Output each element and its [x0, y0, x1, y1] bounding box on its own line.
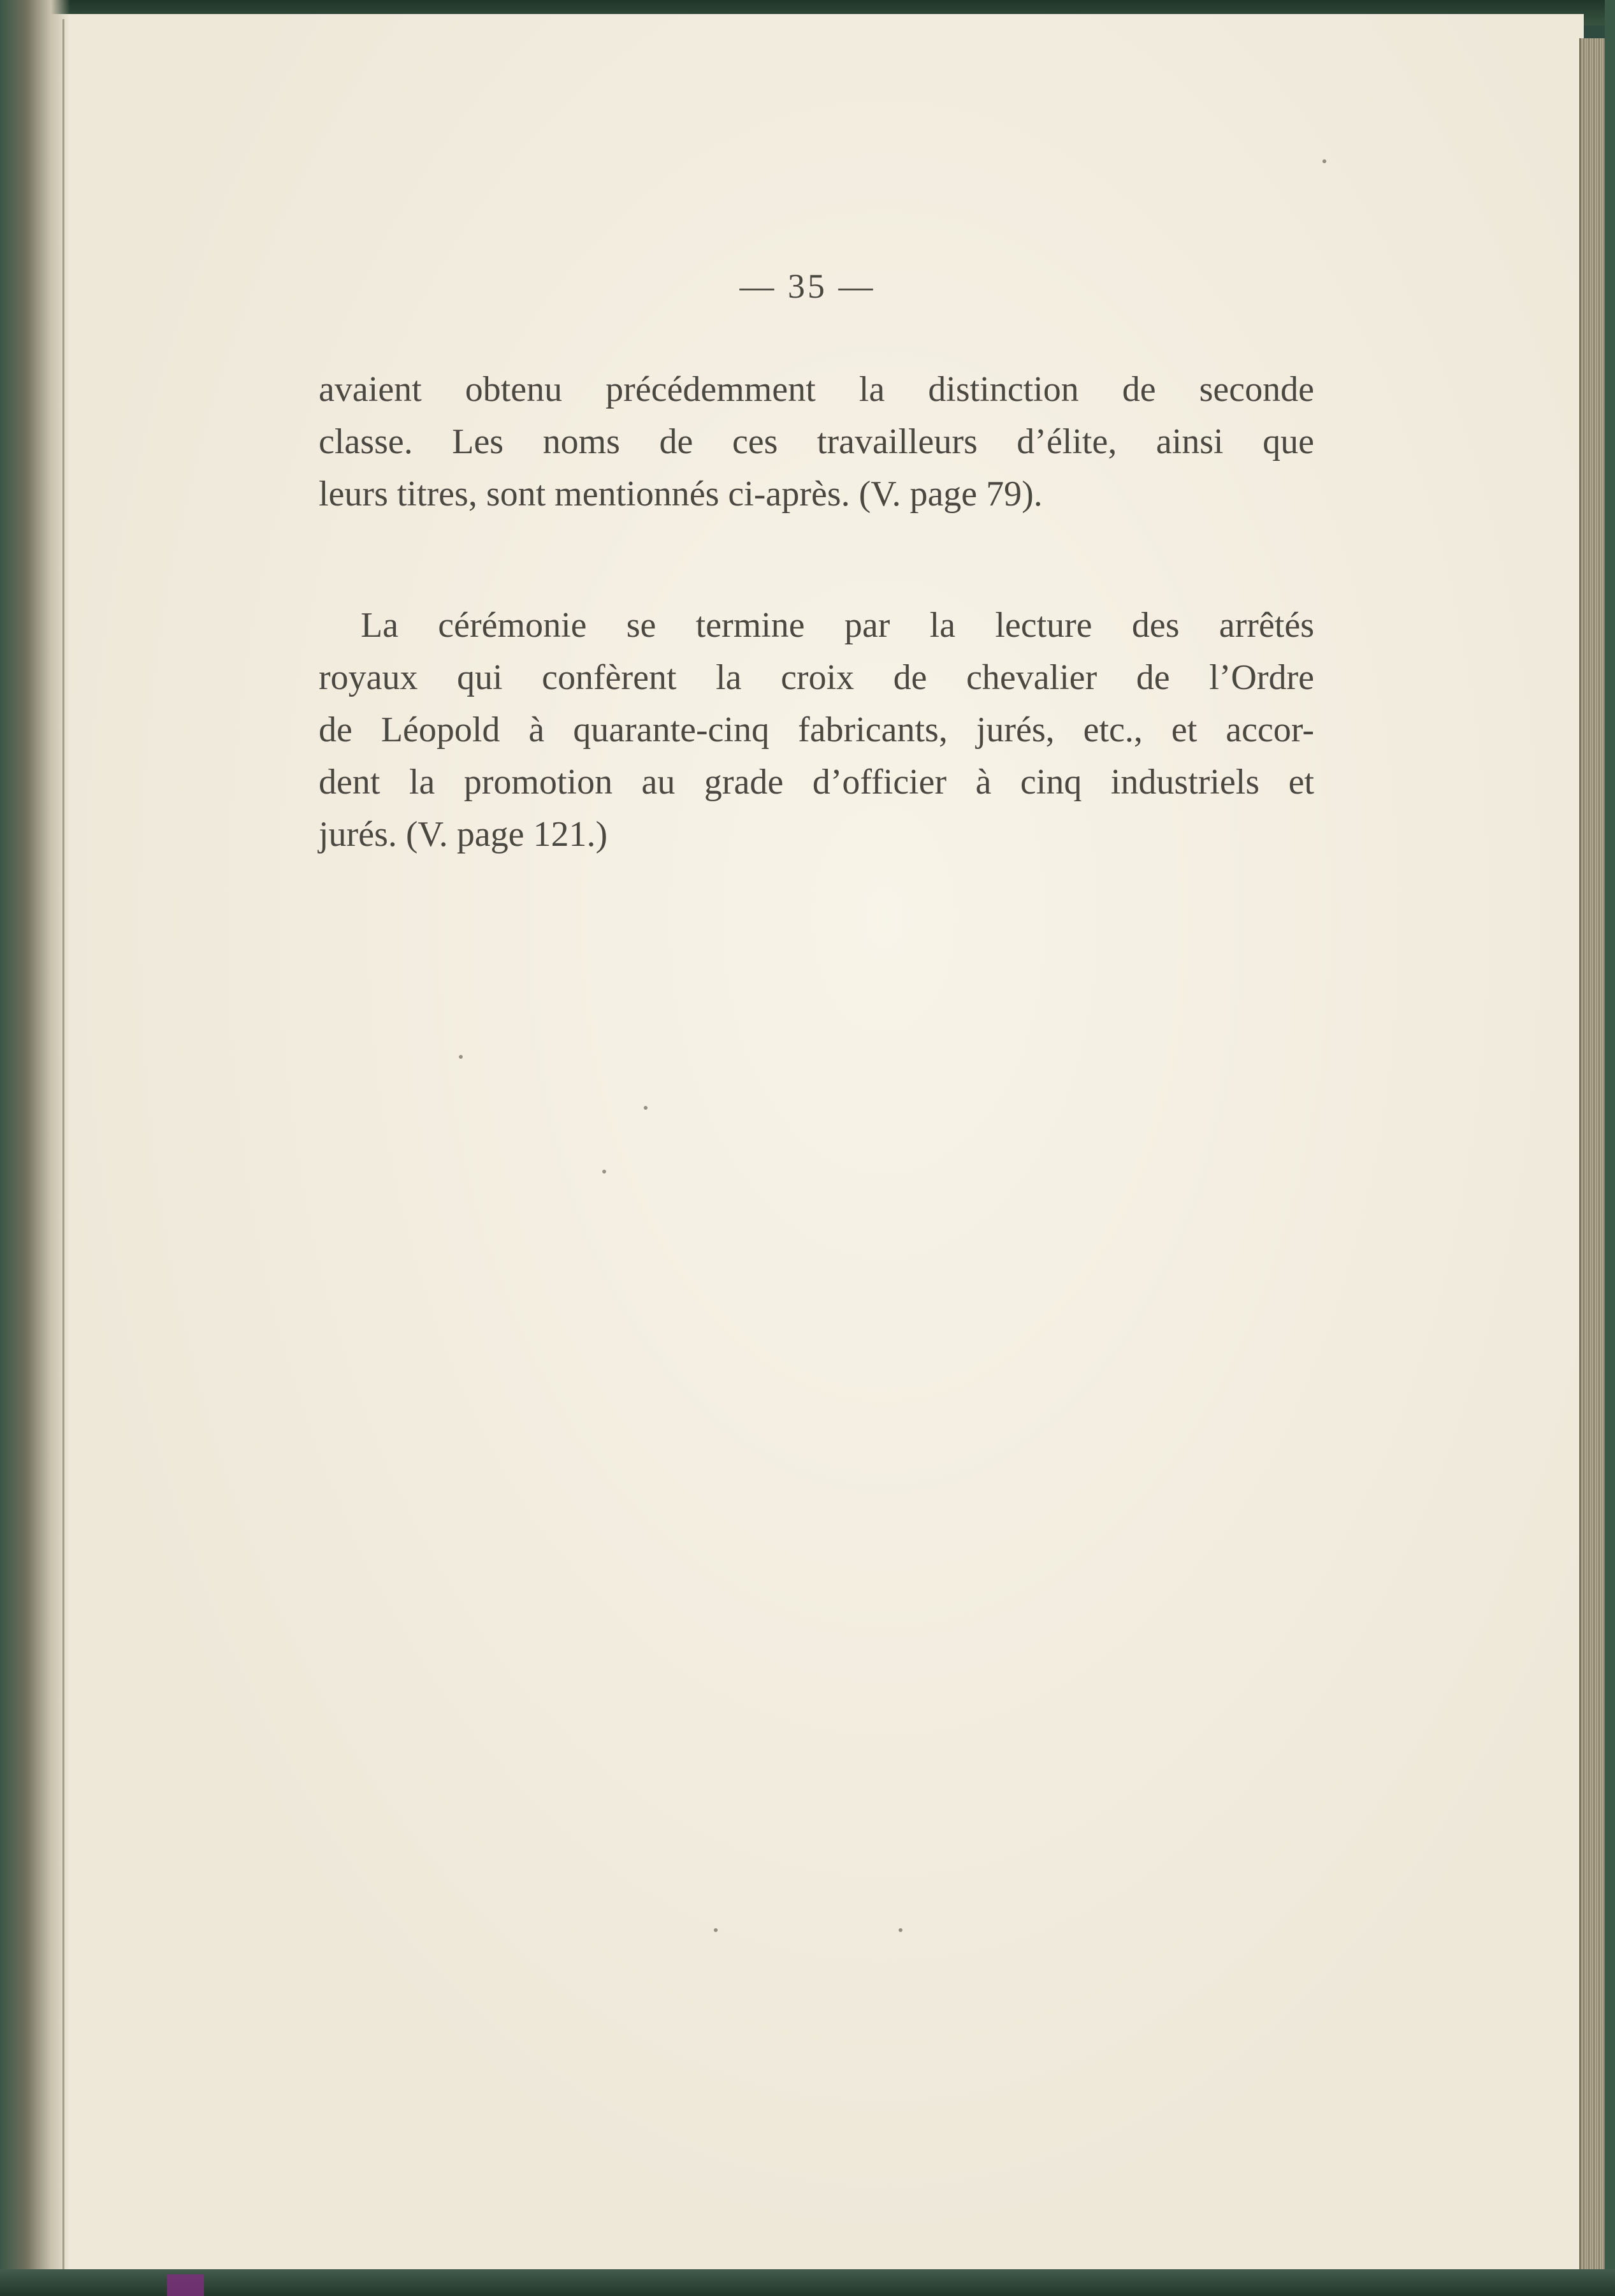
page-number: — 35 — — [739, 267, 876, 305]
paper-speck — [644, 1106, 648, 1110]
paragraph-1 — [319, 363, 1314, 520]
page-edges — [1579, 38, 1606, 2276]
text-line: royaux qui confèrent la croix de chevalier de l’Ordre — [319, 658, 1314, 697]
book-board-bottom — [0, 2269, 1615, 2296]
paper-speck — [602, 1170, 606, 1173]
text-line: avaient obtenu précédemment la distinction de seconde — [319, 370, 1314, 409]
book-board-right — [1605, 0, 1615, 2296]
text-line: dent la promotion au grade d’officier à cinq industriels et — [319, 762, 1314, 802]
paper-speck — [1322, 159, 1326, 163]
text-line: La cérémonie se termine par la lecture des arrêtés — [361, 606, 1314, 645]
text-line: de Léopold à quarante-cinq fabricants, jurés, etc., et accor- — [319, 710, 1314, 750]
binding-gutter — [0, 0, 70, 2296]
text-line: jurés. (V. page 121.) — [319, 815, 608, 854]
text-line: classe. Les noms de ces travailleurs d’élite, ainsi que — [319, 422, 1314, 461]
paper-speck — [459, 1055, 463, 1059]
paper-speck — [899, 1928, 902, 1932]
paper-speck — [714, 1928, 718, 1932]
ribbon-marker — [167, 2274, 204, 2296]
paragraph-2 — [319, 599, 1314, 861]
paper-page — [29, 14, 1584, 2276]
text-line: leurs titres, sont mentionnés ci-après. (V. page 79). — [319, 474, 1043, 514]
binding-fold-line — [62, 19, 64, 2269]
